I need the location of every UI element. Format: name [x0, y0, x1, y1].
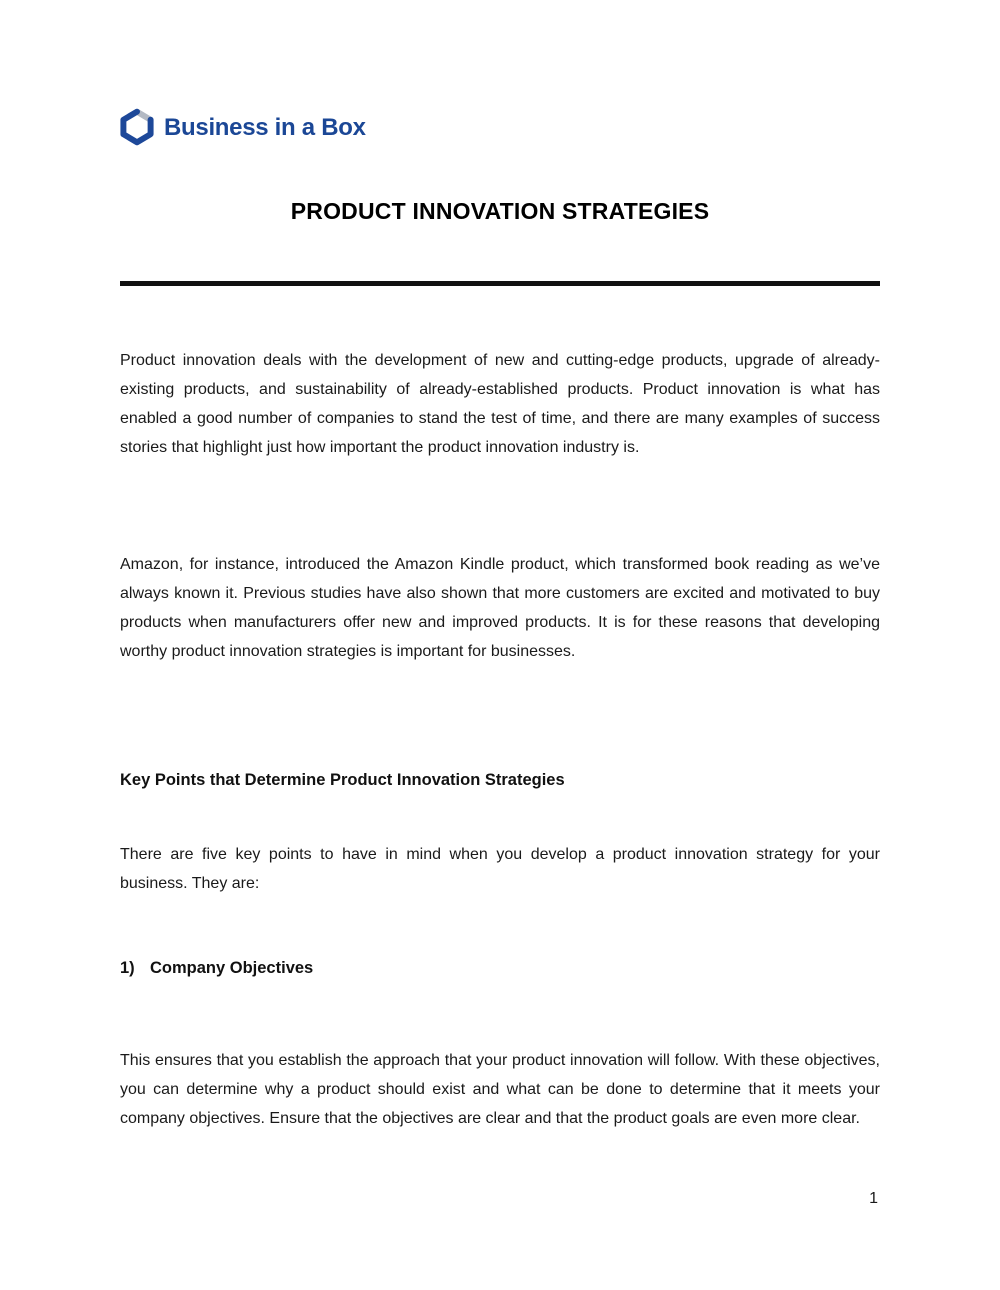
brand-logo-text: Business in a Box: [164, 114, 366, 141]
numbered-item-number: 1): [120, 959, 135, 977]
numbered-item-label: Company Objectives: [150, 959, 314, 977]
section-heading: Key Points that Determine Product Innovation Strategies: [120, 771, 565, 789]
page-number: 1: [869, 1190, 878, 1207]
title-divider-rule: [120, 281, 880, 286]
hexagon-logo-icon: [120, 108, 154, 146]
paragraph-1: Product innovation deals with the development of new and cutting-edge products, upgrade of already-existing products, and sustainability of already-established products. Product innovation is what has enabled a good number of companies to stand the test of time, and there are many examples of success stories that highlight just how important the product innovation industry is.: [120, 352, 880, 456]
document-title: PRODUCT INNOVATION STRATEGIES: [290, 198, 710, 224]
paragraph-4: This ensures that you establish the approach that your product innovation will follow. With these objectives, you can determine why a product should exist and what can be done to determine that it meets your company objectives. Ensure that the objectives are clear and that the product goals are even more clear.: [120, 1052, 880, 1127]
numbered-item-1: [120, 959, 880, 978]
paragraph-3: There are five key points to have in mind when you develop a product innovation strategy for your business. They are:: [120, 846, 880, 892]
brand-logo: [120, 108, 366, 146]
paragraph-2: Amazon, for instance, introduced the Amazon Kindle product, which transformed book reading as we’ve always known it. Previous studies have also shown that more customers are excited and motivated to buy products when manufacturers offer new and improved products. It is for these reasons that developing worthy product innovation strategies is important for businesses.: [120, 556, 880, 660]
